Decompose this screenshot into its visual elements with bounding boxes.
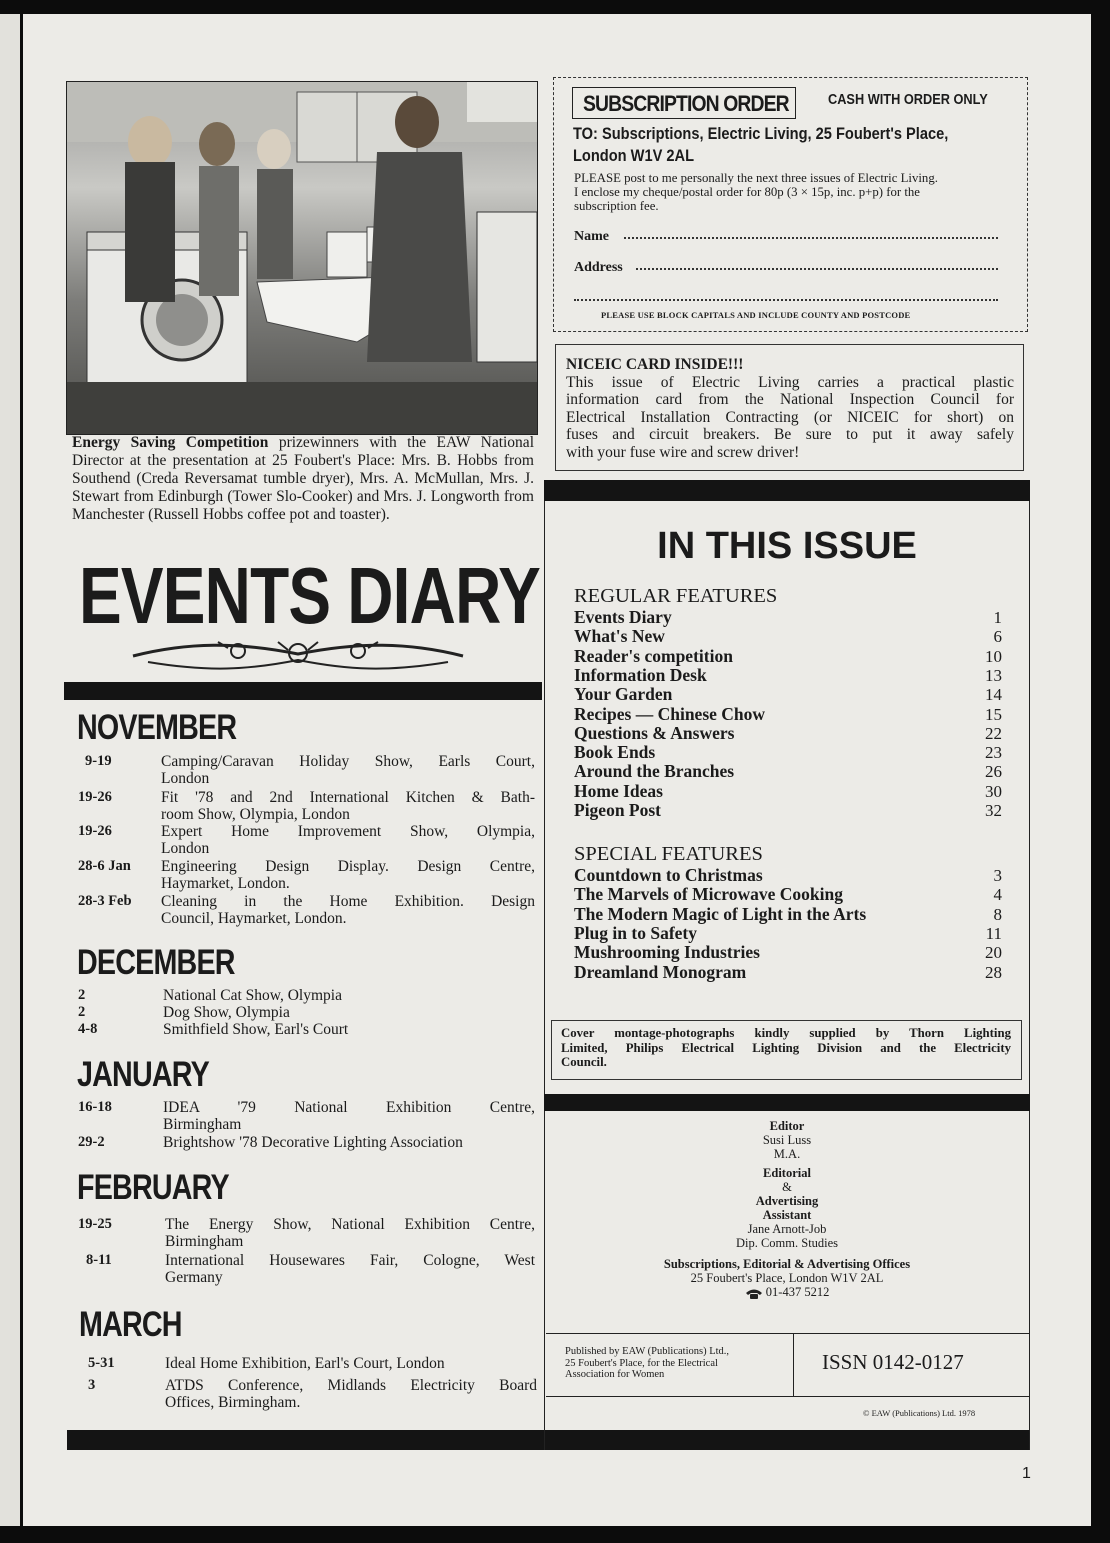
event-description (161, 789, 535, 823)
address-label: Address (574, 260, 623, 275)
event-date: 2 (78, 1004, 86, 1020)
event-date: 19-26 (78, 823, 112, 839)
contents-entry-page: 14 (985, 685, 1002, 705)
event-date: 5-31 (88, 1355, 115, 1371)
contents-entry-title: Events Diary (574, 607, 672, 627)
month-february: FEBRUARY (77, 1168, 229, 1207)
caption-bold: Energy Saving Competition (72, 434, 269, 451)
contents-entry-page: 1 (993, 608, 1002, 627)
contents-entry-page: 10 (985, 646, 1002, 666)
floral-ornament-icon (128, 632, 468, 674)
publisher-line: 25 Foubert's Place, for the Electrical (565, 1357, 718, 1369)
publisher-text (565, 1346, 785, 1381)
event-date: 3 (88, 1377, 96, 1393)
contents-entry (574, 608, 1002, 627)
in-this-issue-title: IN THIS ISSUE (657, 525, 917, 567)
contents-entry-page: 26 (985, 762, 1002, 782)
event-description (163, 1099, 535, 1133)
contents-entry-page: 13 (985, 665, 1002, 685)
address-field-line1[interactable] (636, 268, 998, 270)
contents-entry-page: 23 (985, 743, 1002, 763)
contents-entry-page: 8 (993, 904, 1002, 924)
assistant-degree: Dip. Comm. Studies (735, 1236, 839, 1250)
contents-entry (574, 885, 1002, 904)
event-date: 29-2 (78, 1134, 105, 1150)
contents-entry-title: Dreamland Monogram (574, 961, 747, 982)
contents-entry-page: 3 (993, 866, 1002, 885)
prizewinners-photo (66, 81, 538, 435)
cover-credit-line: Cover montage-photographs kindly supplied by Thorn Lighting (561, 1026, 1011, 1040)
event-description: Dog Show, Olympia (163, 1004, 290, 1021)
contents-entry-title: Mushrooming Industries (574, 942, 760, 963)
contents-entry-page: 11 (985, 923, 1002, 943)
event-description (161, 823, 535, 857)
instruction-line: subscription fee. (574, 199, 659, 213)
name-label: Name (574, 229, 609, 244)
contents-entry (574, 924, 1002, 943)
month-january: JANUARY (77, 1055, 209, 1094)
niceic-text (566, 356, 1014, 461)
offices-address: 25 Foubert's Place, London W1V 2AL (690, 1271, 884, 1285)
event-description: Smithfield Show, Earl's Court (163, 1021, 349, 1038)
niceic-line: This issue of Electric Living carries a practical plastic (566, 373, 1014, 391)
month-march: MARCH (79, 1305, 182, 1344)
contents-entry (574, 666, 1002, 685)
telephone-icon (745, 1288, 763, 1299)
event-line: room Show, Olympia, London (161, 806, 350, 823)
assistant-title: Editorial (763, 1166, 811, 1180)
event-line: Expert Home Improvement Show, Olympia, (161, 823, 535, 840)
event-line: Fit '78 and 2nd International Kitchen & Bath- (161, 789, 535, 806)
event-date: 8-11 (86, 1252, 112, 1268)
event-description: Brightshow '78 Decorative Lighting Association (163, 1134, 463, 1151)
event-description (165, 1252, 535, 1286)
event-date: 9-19 (85, 753, 112, 769)
assistant-title: Advertising (755, 1194, 819, 1208)
contents-top-bar (544, 480, 1030, 501)
event-line: Birmingham (163, 1116, 242, 1133)
niceic-line: fuses and circuit breakers. Be sure to put it away safely (566, 426, 1014, 443)
event-line: Haymarket, London. (161, 875, 290, 892)
instruction-line: PLEASE post to me personally the next three issues of Electric Living. (574, 171, 938, 185)
niceic-line: Electrical Installation Contracting (or NICEIC for short) on (566, 408, 1014, 426)
contents-entry-page: 20 (985, 943, 1002, 963)
event-line: Germany (165, 1269, 223, 1286)
contents-entry (574, 943, 1002, 962)
niceic-line: information card from the National Inspection Council for (566, 391, 1014, 408)
contents-entry-title: Reader's competition (574, 645, 733, 666)
contents-entry-title: What's New (574, 626, 665, 647)
phone-row (544, 1285, 1030, 1299)
contents-entry (574, 801, 1002, 820)
event-description (161, 858, 535, 892)
event-line: Council, Haymarket, London. (161, 910, 347, 927)
contents-entry-title: Recipes — Chinese Chow (574, 703, 766, 724)
contents-entry-title: Home Ideas (574, 780, 663, 801)
event-line: Offices, Birmingham. (165, 1394, 301, 1411)
contents-entry (574, 782, 1002, 801)
event-description (161, 893, 535, 927)
issn: ISSN 0142-0127 (822, 1350, 964, 1374)
contents-entry-title: The Modern Magic of Light in the Arts (574, 903, 867, 924)
instruction-line: I enclose my cheque/postal order for 80p (3 × 15p, inc. p+p) for the (574, 185, 920, 199)
event-line: Camping/Caravan Holiday Show, Earls Court, (161, 753, 535, 770)
publisher-divider (793, 1333, 794, 1396)
contents-entry (574, 685, 1002, 704)
subscription-address-line2: London W1V 2AL (573, 146, 695, 165)
contents-entry-page: 32 (985, 801, 1002, 820)
event-description: Ideal Home Exhibition, Earl's Court, London (165, 1355, 445, 1372)
event-description: National Cat Show, Olympia (163, 987, 342, 1004)
event-line: Engineering Design Display. Design Centre, (161, 858, 535, 875)
address-field-line2[interactable] (574, 299, 998, 301)
editor-degree: M.A. (773, 1147, 801, 1161)
contents-entry-title: Pigeon Post (574, 800, 662, 820)
contents-entry-title: The Marvels of Microwave Cooking (574, 884, 843, 905)
contents-entry-title: Countdown to Christmas (574, 865, 763, 885)
contents-entry (574, 647, 1002, 666)
contents-entry (574, 866, 1002, 885)
contents-entry-page: 28 (985, 962, 1002, 982)
event-date: 4-8 (78, 1021, 98, 1037)
publisher-line: Association for Women (565, 1369, 665, 1380)
regular-features-heading: REGULAR FEATURES (574, 585, 778, 607)
event-line: London (161, 840, 210, 857)
kitchen-scene-illustration (67, 82, 537, 434)
editor-name: Susi Luss (762, 1133, 812, 1147)
facing-page-edge (0, 14, 20, 1526)
event-date: 19-26 (78, 789, 112, 805)
events-divider-bar (64, 682, 542, 700)
event-line: London (161, 770, 210, 787)
event-description (161, 753, 535, 787)
phone-number: 01-437 5212 (765, 1285, 830, 1299)
cash-with-order: CASH WITH ORDER ONLY (828, 92, 988, 108)
event-line: International Housewares Fair, Cologne, West (165, 1252, 535, 1269)
event-date: 28-6 Jan (78, 858, 131, 874)
publisher-rule (546, 1396, 1029, 1397)
contents-entry (574, 627, 1002, 646)
event-line: Cleaning in the Home Exhibition. Design (161, 893, 535, 910)
event-description (165, 1216, 535, 1250)
event-line: IDEA '79 National Exhibition Centre, (163, 1099, 535, 1116)
assistant-title: Assistant (762, 1208, 812, 1222)
contents-entry-title: Book Ends (574, 742, 656, 763)
assistant-name: Jane Arnott-Job (747, 1222, 827, 1236)
offices-label: Subscriptions, Editorial & Advertising Offices (663, 1257, 911, 1271)
contents-entry-title: Plug in to Safety (574, 922, 697, 943)
cover-credit-line: Limited, Philips Electrical Lighting Division and the Electricity (561, 1040, 1011, 1055)
niceic-line: with your fuse wire and screw driver! (566, 443, 800, 461)
contents-entry-title: Questions & Answers (574, 722, 735, 743)
contents-entry-page: 4 (993, 885, 1002, 905)
photo-caption (72, 434, 534, 524)
contents-entry-title: Around the Branches (574, 761, 735, 782)
copyright: © EAW (Publications) Ltd. 1978 (863, 1408, 976, 1418)
block-capitals-note: PLEASE USE BLOCK CAPITALS AND INCLUDE COUNTY AND POSTCODE (601, 310, 911, 320)
cover-credit-line: Council. (561, 1055, 607, 1069)
month-november: NOVEMBER (77, 708, 237, 747)
contents-entry-title: Information Desk (574, 664, 707, 685)
contents-entry (574, 724, 1002, 743)
month-december: DECEMBER (77, 943, 235, 982)
page-number: 1 (1022, 1465, 1031, 1482)
editor-label: Editor (769, 1119, 805, 1133)
staff-top-bar (544, 1094, 1030, 1111)
subscription-title: SUBSCRIPTION ORDER (583, 91, 789, 116)
contents-entry-page: 30 (985, 781, 1002, 801)
assistant-title: & (782, 1180, 792, 1194)
events-diary-title: EVENTS DIARY (79, 551, 540, 640)
cover-credit-text (561, 1026, 1011, 1070)
event-date: 16-18 (78, 1099, 112, 1115)
event-description (165, 1377, 537, 1411)
subscription-instructions (574, 171, 1002, 213)
event-line: Birmingham (165, 1233, 244, 1250)
contents-entry-title: Your Garden (574, 684, 673, 705)
caption-text: prizewinners with the EAW National Director at the presentation at 25 Foubert's Place: Mrs. B. Hobbs from Southend (Creda Reversamat tumble dryer), Mrs. A. McMullan, Mrs. J. Stewart from Edinburgh (Tower Slo-Cooker) and Mrs. J. Longworth from Manchester (Russell Hobbs coffee pot and toaster). (72, 434, 534, 523)
contents-entry-page: 22 (985, 723, 1002, 743)
event-date: 28-3 Feb (78, 893, 132, 909)
event-date: 19-25 (78, 1216, 112, 1232)
publisher-line: Published by EAW (Publications) Ltd., (565, 1346, 730, 1357)
name-field[interactable] (624, 237, 998, 239)
contents-entry (574, 762, 1002, 781)
subscription-title-box (572, 87, 796, 119)
subscription-address-line1: TO: Subscriptions, Electric Living, 25 Foubert's Place, (573, 124, 949, 143)
contents-entry (574, 905, 1002, 924)
event-line: ATDS Conference, Midlands Electricity Board (165, 1377, 537, 1394)
contents-entry-page: 15 (985, 704, 1002, 724)
contents-entry (574, 705, 1002, 724)
contents-entry (574, 963, 1002, 982)
event-line: The Energy Show, National Exhibition Centre, (165, 1216, 535, 1233)
contents-entry-page: 6 (993, 627, 1002, 647)
niceic-title: NICEIC CARD INSIDE!!! (566, 356, 744, 373)
contents-entry (574, 743, 1002, 762)
event-date: 2 (78, 987, 86, 1003)
special-features-heading: SPECIAL FEATURES (574, 843, 763, 865)
staff-credits (544, 1119, 1030, 1299)
